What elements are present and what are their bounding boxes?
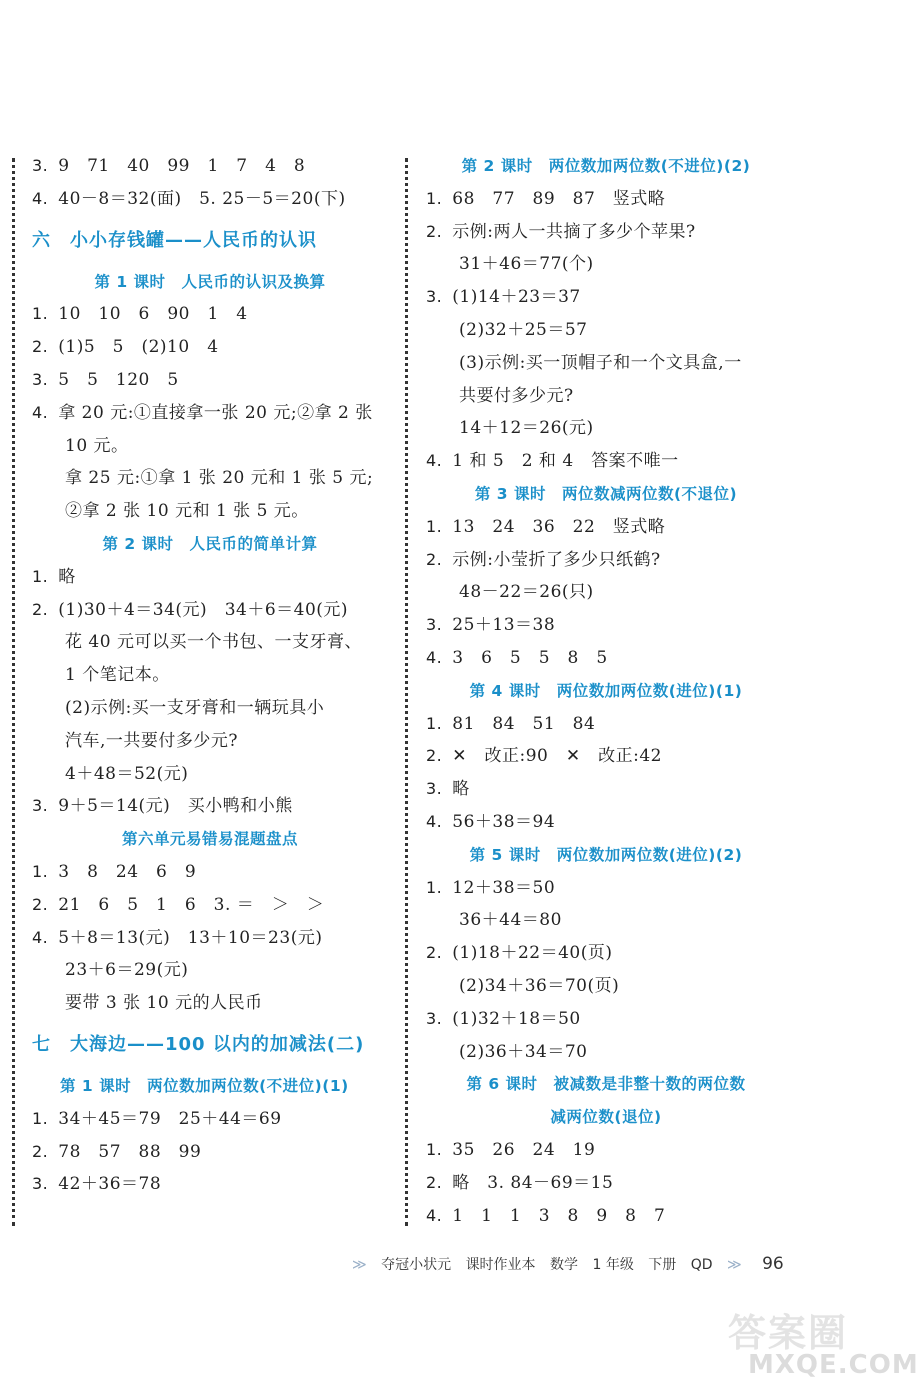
answer-line — [426, 281, 786, 314]
answer-line — [32, 1103, 388, 1136]
footer-grade: 1 年级 — [592, 1257, 634, 1273]
answer-line — [32, 790, 388, 823]
lesson-heading: 第 1 课时 人民币的认识及换算 — [94, 272, 326, 291]
footer-edition: QD — [690, 1257, 713, 1273]
answer-text: (2)示例:买一支牙膏和一辆玩具小 — [65, 697, 325, 718]
answer-text: 共要付多少元? — [459, 385, 574, 406]
question-number: 1. — [426, 516, 443, 536]
question-number: 2. — [426, 1172, 443, 1192]
answer-line — [426, 609, 786, 642]
question-number: 1. — [426, 713, 443, 733]
answer-text: 81 84 51 84 — [452, 713, 596, 734]
answer-text: 略 — [452, 779, 470, 800]
footer-subject: 数学 — [550, 1257, 579, 1273]
answer-text: 4＋48＝52(元) — [65, 763, 189, 784]
question-number: 4. — [426, 451, 443, 471]
answer-line — [426, 1134, 786, 1167]
answer-text: 3 8 24 6 9 — [58, 861, 197, 882]
answer-text: 34＋45＝79 25＋44＝69 — [58, 1108, 282, 1129]
question-number: 4. — [32, 927, 49, 947]
answer-line — [426, 445, 786, 478]
answer-line — [32, 183, 388, 216]
answer-text: (3)示例:买一顶帽子和一个文具盒,一 — [459, 352, 742, 373]
answer-line — [32, 495, 388, 528]
answer-text: 78 57 88 99 — [58, 1141, 202, 1162]
answer-line — [32, 954, 388, 987]
question-number: 3. — [426, 1008, 443, 1028]
question-number: 4. — [426, 1205, 443, 1225]
answer-line — [32, 150, 388, 183]
question-number: 3. — [32, 1174, 49, 1194]
answer-line — [426, 806, 786, 839]
question-number: 1. — [426, 877, 443, 897]
answer-line — [32, 462, 388, 495]
answer-line — [426, 708, 786, 741]
footer-book: 课时作业本 — [465, 1257, 536, 1273]
question-number: 3. — [32, 156, 49, 175]
answer-text: (1)30＋4＝34(元) 34＋6＝40(元) — [58, 599, 349, 620]
question-number: 3. — [426, 615, 443, 635]
question-number: 2. — [32, 599, 49, 619]
answer-text: 3 6 5 5 8 5 — [452, 647, 608, 668]
answer-text: (1)18＋22＝40(页) — [452, 943, 613, 964]
answer-text: 略 — [58, 566, 76, 587]
lesson-heading: 第 2 课时 两位数加两位数(不进位)(2) — [461, 157, 751, 175]
question-number: 4. — [426, 811, 443, 831]
question-number: 2. — [32, 894, 49, 914]
answer-text: 1 和 5 2 和 4 答案不唯一 — [452, 451, 679, 472]
question-number: 1. — [32, 861, 49, 881]
answer-line — [32, 397, 388, 430]
answer-text: 13 24 36 22 竖式略 — [452, 516, 666, 537]
answer-line — [426, 1167, 786, 1200]
answer-line — [32, 889, 388, 922]
answer-text: 拿 20 元:①直接拿一张 20 元;②拿 2 张 — [58, 402, 373, 423]
answer-text: ②拿 2 张 10 元和 1 张 5 元。 — [65, 501, 309, 522]
footer-arrow-icon: ≫ — [352, 1257, 367, 1273]
answer-line — [32, 561, 388, 594]
answer-line — [426, 904, 786, 937]
answer-line — [426, 412, 786, 445]
answer-text: 5＋8＝13(元) 13＋10＝23(元) — [58, 927, 323, 948]
lesson-heading: 减两位数(退位) — [550, 1108, 662, 1127]
answer-line — [32, 856, 388, 889]
column-divider-dotted-line — [405, 158, 408, 1226]
answer-line — [426, 511, 786, 544]
lesson-heading: 第 6 课时 被减数是非整十数的两位数 — [466, 1075, 746, 1094]
answer-line — [32, 725, 388, 758]
answer-line — [426, 970, 786, 1003]
answer-line — [32, 594, 388, 627]
page-footer — [352, 1252, 794, 1276]
question-number: 3. — [32, 796, 49, 816]
answer-text: 31＋46＝77(个) — [459, 254, 594, 275]
answer-text: (2)34＋36＝70(页) — [459, 975, 620, 996]
question-number: 4. — [32, 188, 49, 208]
answer-line — [426, 576, 786, 609]
answer-text: 要带 3 张 10 元的人民币 — [65, 993, 263, 1014]
answer-line — [32, 987, 388, 1020]
answer-line — [426, 1200, 786, 1233]
question-number: 2. — [426, 746, 443, 766]
answer-text: 汽车,一共要付多少元? — [65, 730, 239, 751]
answer-text: 36＋44＝80 — [459, 910, 562, 931]
question-number: 1. — [426, 1139, 443, 1159]
answer-text: 5 5 120 5 — [58, 369, 179, 390]
answer-text: 56＋38＝94 — [452, 811, 556, 832]
answer-line — [426, 872, 786, 905]
answer-text: 12＋38＝50 — [452, 877, 556, 898]
answer-text: 略 3. 84－69＝15 — [452, 1172, 614, 1193]
question-number: 1. — [32, 1108, 49, 1128]
answer-line — [32, 364, 388, 397]
answer-line — [32, 659, 388, 692]
answer-text: 10 元。 — [65, 435, 129, 456]
answer-text: 示例:两人一共摘了多少个苹果? — [452, 221, 696, 242]
question-number: 2. — [426, 549, 443, 569]
watermark-logo-icon: 答案圈 — [728, 1311, 849, 1355]
answer-line — [426, 937, 786, 970]
watermark-text: MXQE.COM — [748, 1350, 919, 1380]
answer-text: 9＋5＝14(元) 买小鸭和小熊 — [58, 796, 293, 817]
answer-text: 68 77 89 87 竖式略 — [452, 188, 666, 209]
answer-text: (1)5 5 (2)10 4 — [58, 337, 219, 358]
footer-series: 夺冠小状元 — [381, 1257, 452, 1273]
footer-arrow-icon: ≫ — [727, 1257, 742, 1273]
answer-line — [426, 1036, 786, 1069]
answer-line — [426, 248, 786, 281]
answer-text: (1)32＋18＝50 — [452, 1008, 581, 1029]
answer-text: 21 6 5 1 6 3. ＝ ＞ ＞ — [58, 894, 325, 915]
answer-text: 25＋13＝38 — [452, 615, 556, 636]
answer-text: 拿 25 元:①拿 1 张 20 元和 1 张 5 元; — [65, 468, 374, 489]
question-number: 2. — [32, 1141, 49, 1161]
answer-line — [32, 331, 388, 364]
answer-line — [426, 740, 786, 773]
answer-text: 1 1 1 3 8 9 8 7 — [452, 1205, 666, 1226]
lesson-heading: 第 1 课时 两位数加两位数(不进位)(1) — [60, 1076, 349, 1095]
lesson-heading: 第 3 课时 两位数减两位数(不退位) — [474, 484, 738, 503]
lesson-heading: 第六单元易错易混题盘点 — [121, 830, 298, 849]
answer-line — [32, 692, 388, 725]
question-number: 1. — [32, 304, 49, 324]
answer-text: 10 10 6 90 1 4 — [58, 304, 248, 325]
question-number: 1. — [426, 188, 443, 208]
page-number: 96 — [762, 1254, 784, 1274]
question-number: 1. — [32, 566, 49, 586]
lesson-heading: 第 2 课时 人民币的简单计算 — [102, 534, 318, 553]
question-number: 2. — [32, 337, 49, 357]
answer-line — [32, 922, 388, 955]
answer-line — [32, 430, 388, 463]
question-number: 4. — [32, 402, 49, 422]
unit-heading: 六 小小存钱罐——人民币的认识 — [32, 229, 317, 251]
answer-line — [426, 380, 786, 413]
answer-line — [32, 758, 388, 791]
question-number: 3. — [32, 369, 49, 389]
left-answer-column — [32, 150, 388, 1201]
answer-line — [426, 1003, 786, 1036]
answer-text: ✕ 改正:90 ✕ 改正:42 — [452, 746, 662, 767]
footer-term: 下册 — [648, 1257, 677, 1273]
unit-heading: 七 大海边——100 以内的加减法(二) — [32, 1033, 365, 1055]
answer-text: 42＋36＝78 — [58, 1174, 162, 1195]
question-number: 4. — [426, 647, 443, 667]
answer-line — [426, 642, 786, 675]
answer-text: 40－8＝32(面) 5. 25－5＝20(下) — [58, 188, 346, 209]
answer-line — [426, 183, 786, 216]
question-number: 2. — [426, 943, 443, 963]
answer-line — [32, 298, 388, 331]
right-answer-column — [426, 150, 786, 1232]
answer-text: 35 26 24 19 — [452, 1139, 596, 1160]
binding-dotted-line-left — [12, 158, 15, 1226]
answer-text: 48－22＝26(只) — [459, 582, 594, 603]
answer-text: 花 40 元可以买一个书包、一支牙膏、 — [65, 632, 362, 653]
lesson-heading: 第 4 课时 两位数加两位数(进位)(1) — [469, 681, 743, 700]
question-number: 3. — [426, 779, 443, 799]
answer-line — [426, 773, 786, 806]
answer-text: 23＋6＝29(元) — [65, 960, 189, 981]
answer-line — [426, 347, 786, 380]
answer-text: 1 个笔记本。 — [65, 665, 170, 686]
answer-line — [32, 626, 388, 659]
answer-text: 9 71 40 99 1 7 4 8 — [58, 156, 306, 176]
question-number: 3. — [426, 287, 443, 307]
answer-line — [426, 216, 786, 249]
answer-text: (2)32＋25＝57 — [459, 319, 588, 340]
answer-line — [426, 544, 786, 577]
answer-text: 示例:小莹折了多少只纸鹤? — [452, 549, 661, 570]
lesson-heading: 第 5 课时 两位数加两位数(进位)(2) — [469, 845, 743, 864]
question-number: 2. — [426, 221, 443, 241]
answer-text: (1)14＋23＝37 — [452, 287, 581, 308]
answer-line — [32, 1168, 388, 1201]
answer-line — [426, 314, 786, 347]
answer-text: 14＋12＝26(元) — [459, 418, 594, 439]
answer-line — [32, 1136, 388, 1169]
answer-text: (2)36＋34＝70 — [459, 1041, 588, 1062]
